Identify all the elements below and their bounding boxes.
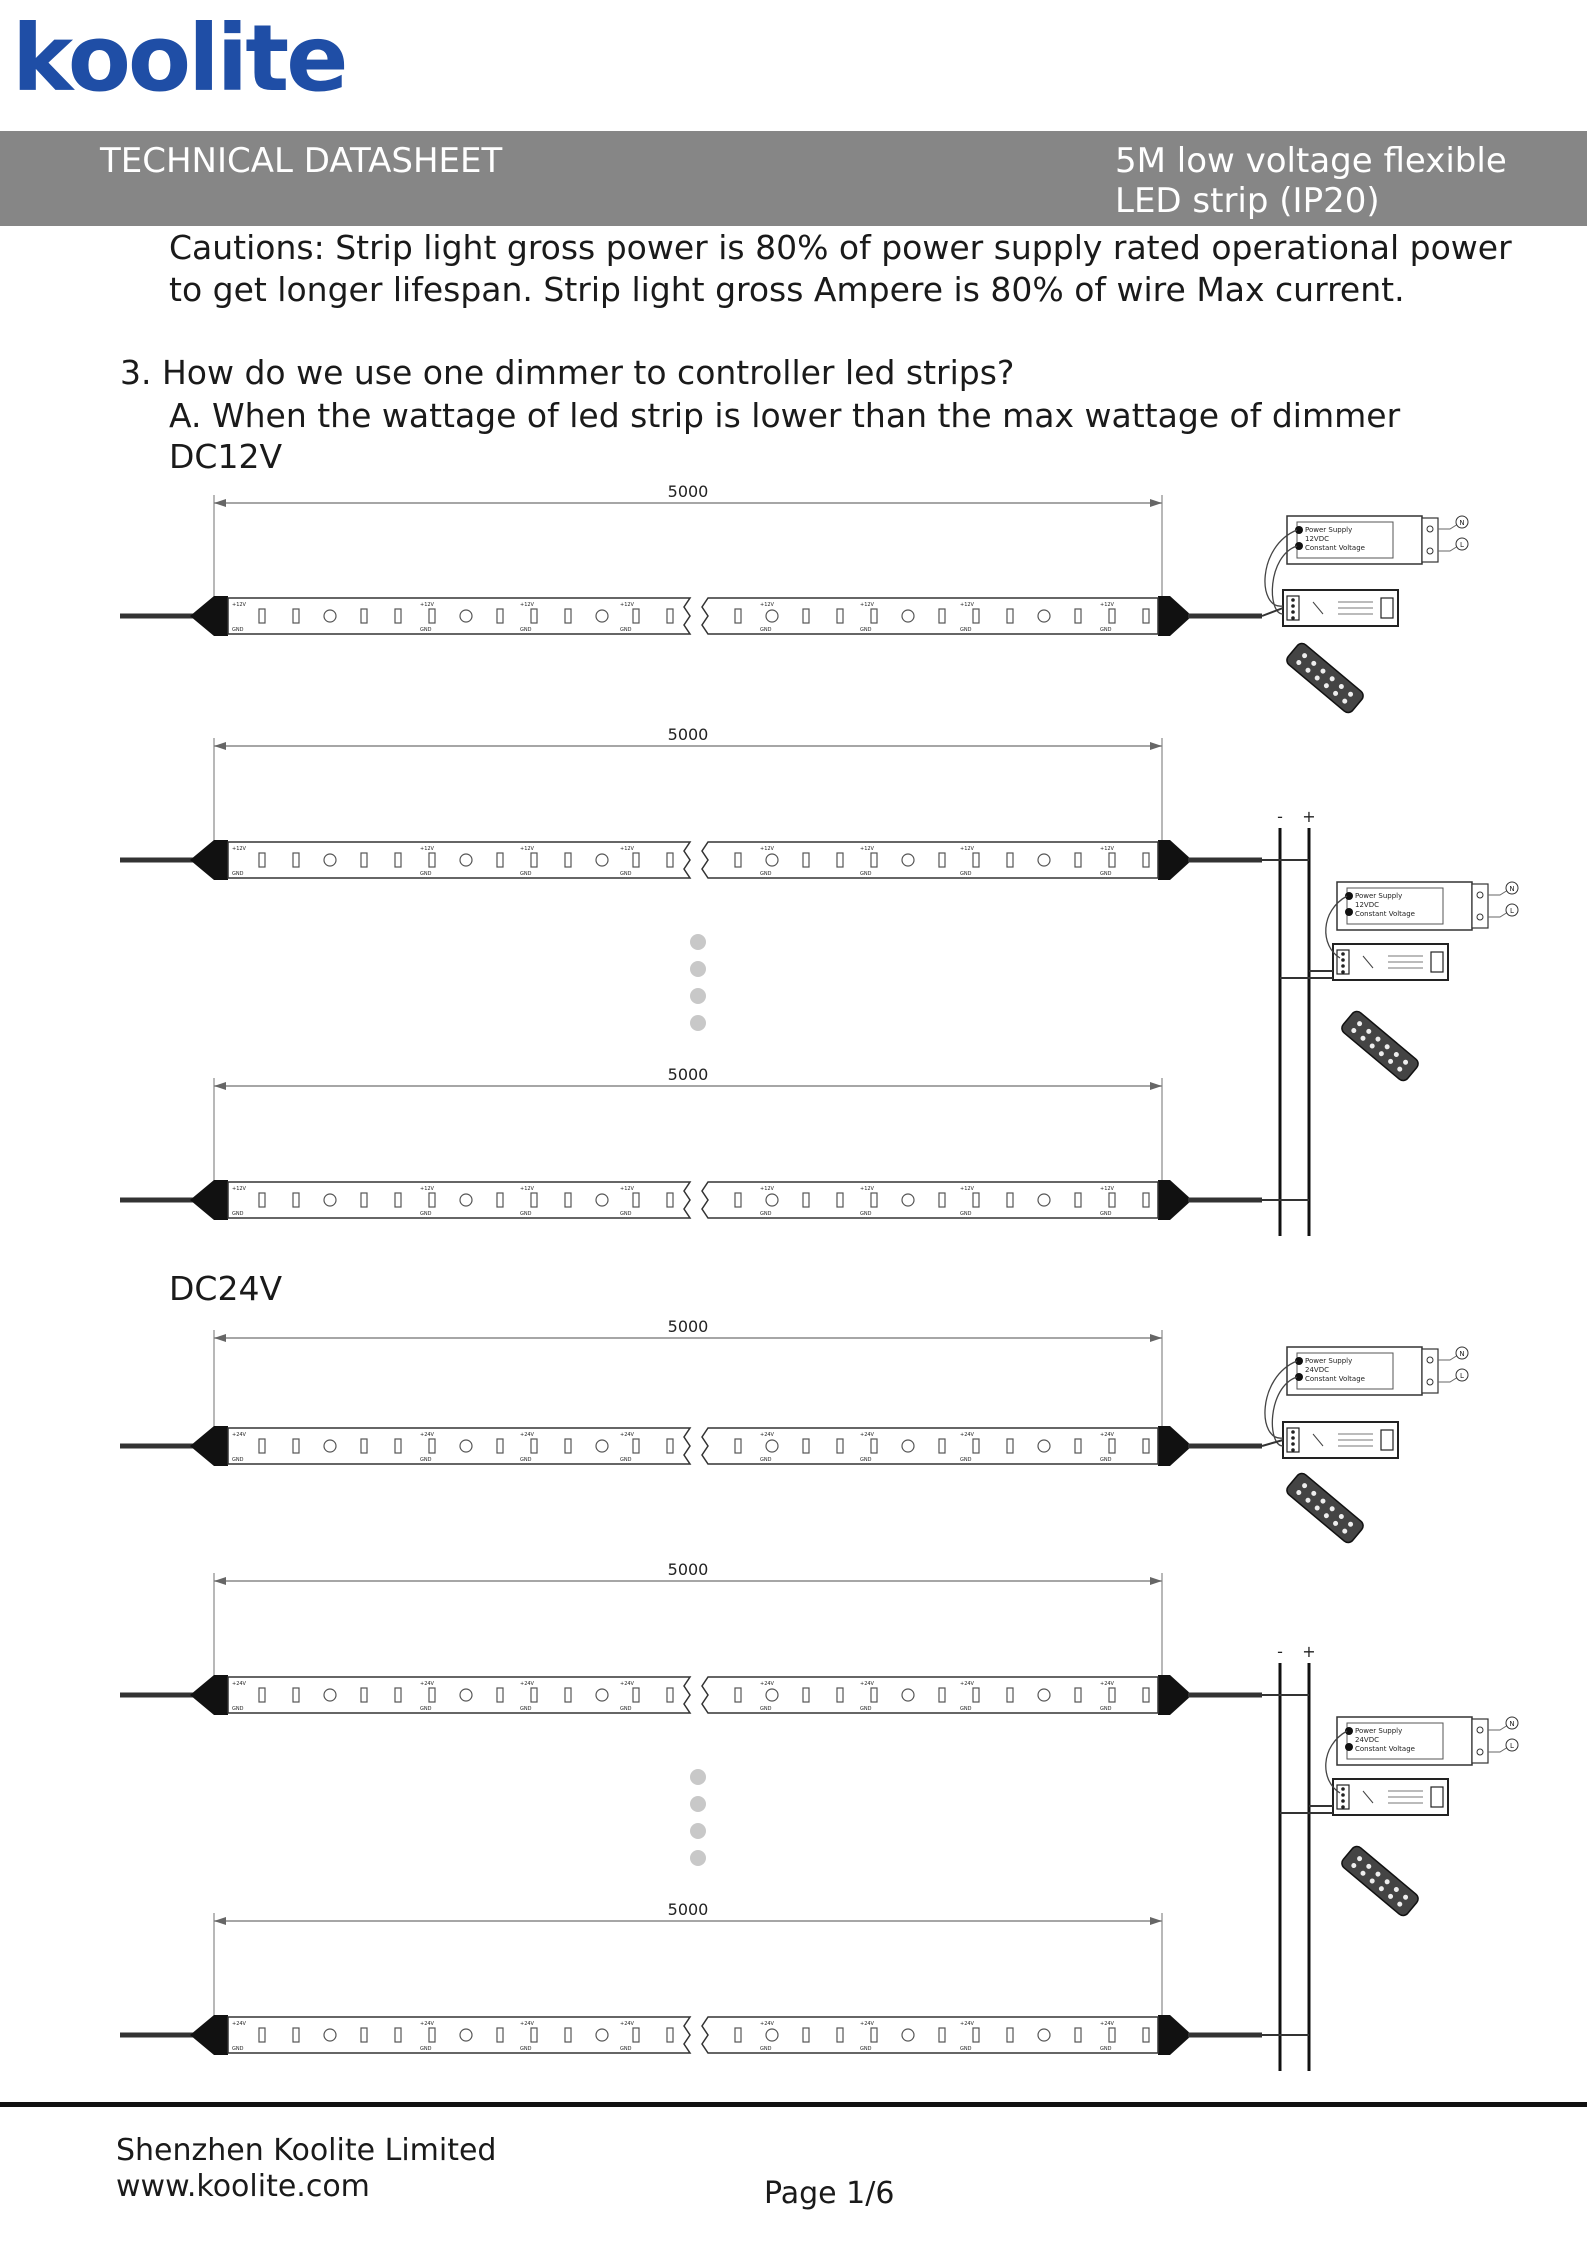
length-dimension	[214, 1317, 1162, 1443]
pad-voltage-label: +24V	[1100, 1681, 1114, 1687]
pad-gnd-label: GND	[1100, 1457, 1112, 1463]
dimmer-input-block	[1381, 1430, 1393, 1450]
pad-gnd-label: GND	[760, 1211, 772, 1217]
arrow-right-icon	[1150, 1082, 1162, 1090]
section-dc24v-label: DC24V	[169, 1269, 283, 1308]
bus-plus-label: +	[1302, 1642, 1316, 1661]
pad-gnd-label: GND	[420, 1706, 432, 1712]
arrow-left-icon	[214, 499, 226, 507]
remote-control-body	[1339, 1009, 1420, 1083]
remote-control	[1284, 641, 1365, 715]
pad-voltage-label: +12V	[520, 602, 534, 608]
arrow-left-icon	[214, 742, 226, 750]
dimmer-input-block	[1431, 1787, 1443, 1807]
pad-voltage-label: +12V	[860, 602, 874, 608]
pad-voltage-label: +12V	[620, 846, 634, 852]
pad-voltage-label: +24V	[960, 2021, 974, 2027]
pad-voltage-label: +24V	[860, 1681, 874, 1687]
dimmer-controller	[1333, 1779, 1448, 1815]
dimmer-terminal-icon	[1291, 1436, 1295, 1440]
pad-voltage-label: +24V	[232, 2021, 246, 2027]
ac-wire	[1438, 524, 1458, 529]
power-supply-title: Power Supply	[1355, 892, 1403, 900]
pad-gnd-label: GND	[960, 871, 972, 877]
length-label: 5000	[667, 1900, 709, 1919]
pad-voltage-label: +24V	[860, 1432, 874, 1438]
pad-gnd-label: GND	[960, 2046, 972, 2052]
pad-gnd-label: GND	[760, 1457, 772, 1463]
led-strip	[120, 1180, 1262, 1220]
power-supply-mode: Constant Voltage	[1305, 1375, 1365, 1383]
pad-voltage-label: +24V	[520, 1681, 534, 1687]
arrow-right-icon	[1150, 1334, 1162, 1342]
bus-minus-label: -	[1277, 1642, 1283, 1661]
ac-wire	[1488, 912, 1508, 917]
continuation-dot-icon	[690, 961, 706, 977]
pad-voltage-label: +12V	[760, 1186, 774, 1192]
power-supply	[1337, 882, 1518, 930]
pad-gnd-label: GND	[620, 1706, 632, 1712]
pad-gnd-label: GND	[960, 1457, 972, 1463]
arrow-right-icon	[1150, 742, 1162, 750]
pad-voltage-label: +12V	[232, 846, 246, 852]
product-title-line2: LED strip (IP20)	[1115, 181, 1380, 221]
pad-voltage-label: +12V	[620, 1186, 634, 1192]
pad-voltage-label: +24V	[520, 2021, 534, 2027]
pad-voltage-label: +24V	[760, 2021, 774, 2027]
pad-gnd-label: GND	[760, 871, 772, 877]
page-number: Page 1/6	[764, 2176, 895, 2211]
pad-gnd-label: GND	[1100, 627, 1112, 633]
dimmer-terminal-icon	[1291, 604, 1295, 608]
terminal-l-label: L	[1510, 1742, 1514, 1750]
pad-voltage-label: +12V	[420, 1186, 434, 1192]
pad-voltage-label: +24V	[420, 2021, 434, 2027]
ac-wire	[1488, 1747, 1508, 1752]
strip-endcap-right	[1158, 1675, 1192, 1715]
pad-gnd-label: GND	[760, 627, 772, 633]
pad-voltage-label: +12V	[960, 602, 974, 608]
pad-voltage-label: +12V	[620, 602, 634, 608]
power-supply-terminal-block	[1472, 884, 1488, 928]
arrow-right-icon	[1150, 1577, 1162, 1585]
dimmer-terminal-icon	[1341, 1787, 1345, 1791]
pad-voltage-label: +24V	[620, 2021, 634, 2027]
dimmer-terminal-icon	[1341, 952, 1345, 956]
pad-voltage-label: +12V	[232, 602, 246, 608]
pad-gnd-label: GND	[1100, 1211, 1112, 1217]
continuation-dot-icon	[690, 1823, 706, 1839]
output-terminal-icon	[1345, 908, 1353, 916]
continuation-dot-icon	[690, 1850, 706, 1866]
pad-voltage-label: +12V	[520, 1186, 534, 1192]
strip-endcap-left	[190, 1426, 228, 1466]
pad-voltage-label: +24V	[1100, 1432, 1114, 1438]
length-label: 5000	[667, 725, 709, 744]
terminal-n-label: N	[1509, 885, 1515, 893]
strip-endcap-right	[1158, 840, 1192, 880]
length-label: 5000	[667, 1317, 709, 1336]
company-logo	[12, 5, 346, 112]
led-strip	[120, 1426, 1262, 1466]
strip-endcap-right	[1158, 1426, 1192, 1466]
power-supply-terminal-block	[1422, 1349, 1438, 1393]
remote-control	[1339, 1844, 1420, 1918]
pad-gnd-label: GND	[1100, 2046, 1112, 2052]
footer-company: Shenzhen Koolite Limited	[116, 2133, 497, 2168]
pad-gnd-label: GND	[620, 1457, 632, 1463]
pad-gnd-label: GND	[620, 2046, 632, 2052]
dimmer-terminal-icon	[1291, 1430, 1295, 1434]
pad-gnd-label: GND	[420, 627, 432, 633]
strip-to-dimmer-wire	[1262, 608, 1283, 616]
led-strip	[120, 596, 1262, 636]
ac-wire	[1438, 1377, 1458, 1382]
length-dimension	[214, 482, 1162, 608]
power-supply	[1287, 1347, 1468, 1395]
continuation-dot-icon	[690, 988, 706, 1004]
strip-endcap-right	[1158, 596, 1192, 636]
remote-control	[1339, 1009, 1420, 1083]
pad-voltage-label: +24V	[520, 1432, 534, 1438]
terminal-l-label: L	[1460, 541, 1464, 549]
dimmer-terminal-icon	[1291, 1448, 1295, 1452]
dimmer-terminal-icon	[1341, 1805, 1345, 1809]
pad-gnd-label: GND	[620, 627, 632, 633]
pad-gnd-label: GND	[960, 1706, 972, 1712]
terminal-n-label: N	[1459, 1350, 1465, 1358]
power-supply-voltage: 24VDC	[1305, 1366, 1329, 1374]
strip-endcap-right	[1158, 2015, 1192, 2055]
remote-control	[1284, 1471, 1365, 1545]
pad-gnd-label: GND	[420, 1457, 432, 1463]
pad-gnd-label: GND	[760, 1706, 772, 1712]
pad-gnd-label: GND	[232, 627, 244, 633]
length-dimension	[214, 725, 1162, 851]
strip-endcap-left	[190, 1180, 228, 1220]
question-heading: 3. How do we use one dimmer to controller led strips?	[120, 353, 1015, 392]
power-supply-terminal-block	[1422, 518, 1438, 562]
remote-control-body	[1284, 1471, 1365, 1545]
pad-gnd-label: GND	[520, 1211, 532, 1217]
pad-voltage-label: +24V	[860, 2021, 874, 2027]
pad-gnd-label: GND	[520, 1457, 532, 1463]
length-label: 5000	[667, 1560, 709, 1579]
pad-gnd-label: GND	[620, 871, 632, 877]
pad-gnd-label: GND	[1100, 1706, 1112, 1712]
length-dimension	[214, 1560, 1162, 1686]
pad-gnd-label: GND	[232, 2046, 244, 2052]
footer-website-link[interactable]: www.koolite.com	[116, 2169, 370, 2204]
pad-gnd-label: GND	[520, 1706, 532, 1712]
length-dimension	[214, 1900, 1162, 2026]
pad-gnd-label: GND	[420, 871, 432, 877]
pad-voltage-label: +24V	[760, 1681, 774, 1687]
pad-voltage-label: +12V	[420, 846, 434, 852]
pad-gnd-label: GND	[420, 2046, 432, 2052]
footer-divider	[0, 2102, 1587, 2107]
arrow-right-icon	[1150, 499, 1162, 507]
power-supply-voltage: 12VDC	[1305, 535, 1329, 543]
pad-gnd-label: GND	[860, 1706, 872, 1712]
section-dc12v-label: DC12V	[169, 437, 283, 476]
arrow-right-icon	[1150, 1917, 1162, 1925]
strip-endcap-left	[190, 2015, 228, 2055]
pad-voltage-label: +24V	[1100, 2021, 1114, 2027]
dimmer-terminal-icon	[1341, 964, 1345, 968]
dimmer-controller	[1283, 590, 1398, 626]
remote-control-body	[1284, 641, 1365, 715]
led-strip	[120, 1675, 1262, 1715]
pad-gnd-label: GND	[760, 2046, 772, 2052]
power-supply-title: Power Supply	[1305, 1357, 1353, 1365]
header-banner	[0, 131, 1587, 226]
pad-voltage-label: +12V	[860, 1186, 874, 1192]
power-supply-mode: Constant Voltage	[1355, 910, 1415, 918]
pad-voltage-label: +24V	[960, 1681, 974, 1687]
product-title-line1: 5M low voltage flexible	[1115, 141, 1507, 181]
power-supply-title: Power Supply	[1355, 1727, 1403, 1735]
pad-gnd-label: GND	[960, 627, 972, 633]
length-dimension	[214, 1065, 1162, 1191]
pad-voltage-label: +12V	[960, 846, 974, 852]
dimmer-terminal-icon	[1341, 1793, 1345, 1797]
pad-gnd-label: GND	[1100, 871, 1112, 877]
dimmer-terminal-icon	[1291, 616, 1295, 620]
terminal-l-label: L	[1460, 1372, 1464, 1380]
led-strip	[120, 2015, 1262, 2055]
pad-voltage-label: +12V	[1100, 1186, 1114, 1192]
continuation-dot-icon	[690, 1796, 706, 1812]
pad-gnd-label: GND	[420, 1211, 432, 1217]
pad-voltage-label: +12V	[1100, 846, 1114, 852]
remote-control-body	[1339, 1844, 1420, 1918]
strip-endcap-left	[190, 840, 228, 880]
pad-voltage-label: +12V	[520, 846, 534, 852]
pad-voltage-label: +24V	[620, 1432, 634, 1438]
power-supply-mode: Constant Voltage	[1305, 544, 1365, 552]
dimmer-terminal-icon	[1291, 1442, 1295, 1446]
pad-gnd-label: GND	[860, 1211, 872, 1217]
length-label: 5000	[667, 1065, 709, 1084]
dimmer-input-block	[1431, 952, 1443, 972]
dimmer-input-block	[1381, 598, 1393, 618]
pad-gnd-label: GND	[860, 2046, 872, 2052]
power-supply	[1337, 1717, 1518, 1765]
pad-voltage-label: +12V	[760, 846, 774, 852]
pad-voltage-label: +24V	[620, 1681, 634, 1687]
pad-voltage-label: +12V	[760, 602, 774, 608]
dimmer-controller	[1333, 944, 1448, 980]
pad-gnd-label: GND	[232, 1457, 244, 1463]
pad-voltage-label: +12V	[232, 1186, 246, 1192]
pad-voltage-label: +24V	[420, 1432, 434, 1438]
continuation-dot-icon	[690, 934, 706, 950]
ac-wire	[1488, 1725, 1508, 1730]
pad-gnd-label: GND	[232, 871, 244, 877]
dimmer-terminal-icon	[1341, 970, 1345, 974]
pad-gnd-label: GND	[860, 1457, 872, 1463]
bus-minus-label: -	[1277, 807, 1283, 826]
caution-line-2: to get longer lifespan. Strip light gross Ampere is 80% of wire Max current.	[169, 270, 1405, 309]
ac-wire	[1438, 546, 1458, 551]
terminal-n-label: N	[1459, 519, 1465, 527]
arrow-left-icon	[214, 1334, 226, 1342]
logo-wordmark: koolite	[12, 5, 346, 112]
caution-line-1: Cautions: Strip light gross power is 80% of power supply rated operational power	[169, 228, 1512, 267]
output-terminal-icon	[1345, 1743, 1353, 1751]
product-title	[1115, 141, 1507, 221]
pad-gnd-label: GND	[232, 1706, 244, 1712]
pad-gnd-label: GND	[620, 1211, 632, 1217]
continuation-dot-icon	[690, 1015, 706, 1031]
continuation-dot-icon	[690, 1769, 706, 1785]
pad-voltage-label: +12V	[420, 602, 434, 608]
wiring-diagram	[0, 470, 1587, 2090]
power-supply-voltage: 12VDC	[1355, 901, 1379, 909]
dimmer-terminal-icon	[1291, 598, 1295, 602]
document-type-title: TECHNICAL DATASHEET	[100, 141, 503, 181]
arrow-left-icon	[214, 1082, 226, 1090]
arrow-left-icon	[214, 1577, 226, 1585]
led-strip	[120, 840, 1262, 880]
length-label: 5000	[667, 482, 709, 501]
pad-voltage-label: +24V	[960, 1432, 974, 1438]
strip-endcap-right	[1158, 1180, 1192, 1220]
dimmer-terminal-icon	[1291, 610, 1295, 614]
pad-voltage-label: +12V	[1100, 602, 1114, 608]
strip-endcap-left	[190, 596, 228, 636]
arrow-left-icon	[214, 1917, 226, 1925]
pad-gnd-label: GND	[232, 1211, 244, 1217]
strip-endcap-left	[190, 1675, 228, 1715]
ac-wire	[1488, 890, 1508, 895]
pad-voltage-label: +24V	[232, 1681, 246, 1687]
pad-gnd-label: GND	[860, 871, 872, 877]
pad-voltage-label: +24V	[420, 1681, 434, 1687]
power-supply-voltage: 24VDC	[1355, 1736, 1379, 1744]
pad-gnd-label: GND	[520, 627, 532, 633]
pad-gnd-label: GND	[520, 2046, 532, 2052]
pad-voltage-label: +24V	[232, 1432, 246, 1438]
power-supply-title: Power Supply	[1305, 526, 1353, 534]
answer-a: A. When the wattage of led strip is lower than the max wattage of dimmer	[169, 396, 1401, 435]
pad-gnd-label: GND	[520, 871, 532, 877]
power-supply-terminal-block	[1472, 1719, 1488, 1763]
dimmer-terminal-icon	[1341, 1799, 1345, 1803]
terminal-l-label: L	[1510, 907, 1514, 915]
pad-voltage-label: +24V	[760, 1432, 774, 1438]
ac-wire	[1438, 1355, 1458, 1360]
pad-gnd-label: GND	[960, 1211, 972, 1217]
bus-plus-label: +	[1302, 807, 1316, 826]
pad-gnd-label: GND	[860, 627, 872, 633]
pad-voltage-label: +12V	[960, 1186, 974, 1192]
pad-voltage-label: +12V	[860, 846, 874, 852]
dimmer-controller	[1283, 1422, 1398, 1458]
terminal-n-label: N	[1509, 1720, 1515, 1728]
power-supply	[1287, 516, 1468, 564]
power-supply-mode: Constant Voltage	[1355, 1745, 1415, 1753]
dimmer-terminal-icon	[1341, 958, 1345, 962]
